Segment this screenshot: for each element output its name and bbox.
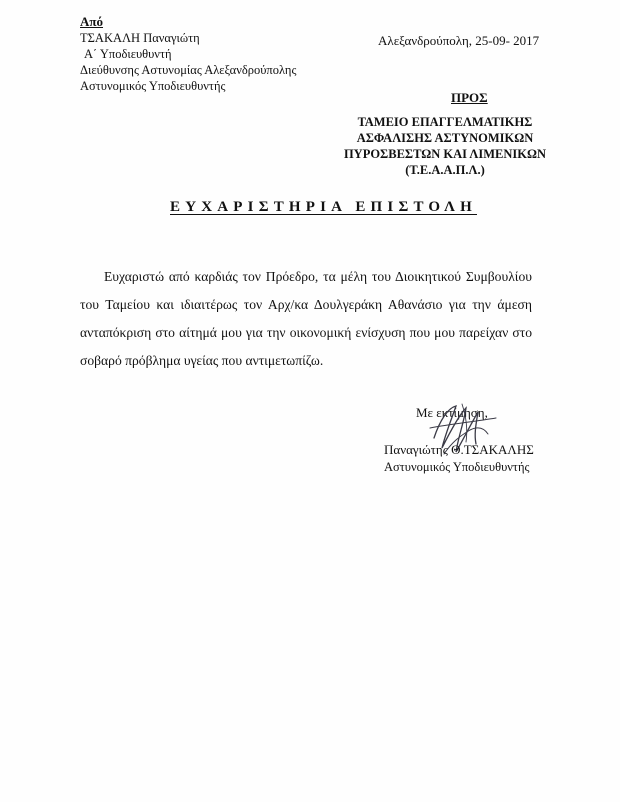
sender-rank: Α΄ Υποδιευθυντή xyxy=(84,47,172,61)
body-line: Ευχαριστώ από καρδιάς τον Πρόεδρο, τα μέλη του Διοικητικού Συμβουλίου xyxy=(104,269,532,284)
letter-date: Αλεξανδρούπολη, 25-09- 2017 xyxy=(378,33,540,48)
signer-name: Παναγιώτης Θ.ΤΣΑΚΑΛΗΣ xyxy=(384,442,534,457)
body-line: του Ταμείου και ιδιαιτέρως τον Αρχ/κα Δουλγεράκη Αθανάσιο για την άμεση xyxy=(80,297,532,312)
sender-position: Αστυνομικός Υποδιευθυντής xyxy=(80,79,226,93)
closing-text: Με εκτίμηση, xyxy=(416,405,488,420)
signer-title: Αστυνομικός Υποδιευθυντής xyxy=(384,460,530,474)
recipient-line: ΑΣΦΑΛΙΣΗΣ ΑΣΤΥΝΟΜΙΚΩΝ xyxy=(356,131,534,145)
sender-directorate: Διεύθυνσης Αστυνομίας Αλεξανδρούπολης xyxy=(80,63,297,77)
letter-heading: ΕΥΧΑΡΙΣΤΗΡΙΑ ΕΠΙΣΤΟΛΗ xyxy=(170,199,477,215)
body-line: σοβαρό πρόβλημα υγείας που αντιμετωπίζω. xyxy=(80,353,324,368)
recipient-line: (Τ.Ε.Α.Α.Π.Λ.) xyxy=(405,163,485,177)
sender-name: ΤΣΑΚΑΛΗ Παναγιώτη xyxy=(80,31,200,45)
sender-label: Από xyxy=(80,14,104,29)
body-line: ανταπόκριση στο αίτημά μου για την οικονομική ενίσχυση που μου παρείχαν στο xyxy=(80,325,532,340)
recipient-line: ΠΥΡΟΣΒΕΣΤΩΝ ΚΑΙ ΛΙΜΕΝΙΚΩΝ xyxy=(343,147,547,161)
recipient-label: ΠΡΟΣ xyxy=(451,90,488,105)
recipient-block xyxy=(340,114,550,178)
recipient-line: ΤΑΜΕΙΟ ΕΠΑΓΓΕΛΜΑΤΙΚΗΣ xyxy=(357,115,533,129)
letter-body xyxy=(80,263,532,375)
